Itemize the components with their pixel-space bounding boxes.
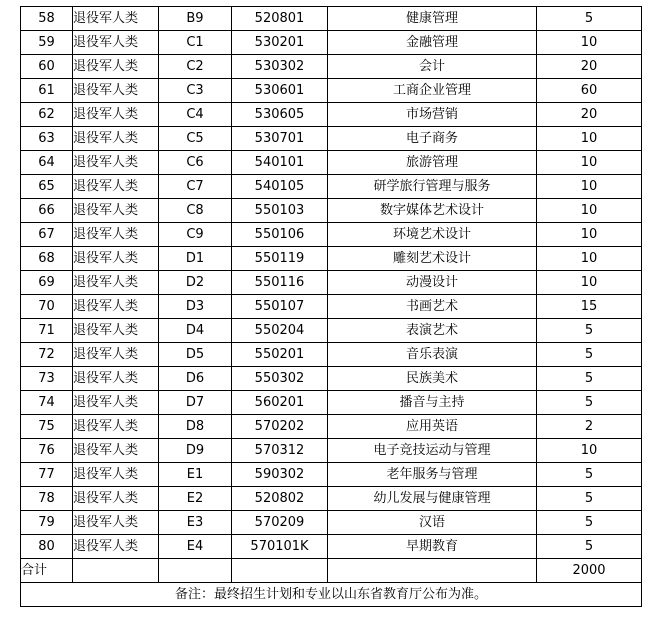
table-row <box>21 463 642 487</box>
row-major-name: 电子竞技运动与管理 <box>328 439 537 463</box>
row-code: C8 <box>159 199 232 223</box>
table-row <box>21 391 642 415</box>
row-code: D7 <box>159 391 232 415</box>
total-plan-count: 2000 <box>537 559 642 583</box>
table-row <box>21 31 642 55</box>
total-empty-cell <box>328 559 537 583</box>
table-row <box>21 127 642 151</box>
row-category: 退役军人类 <box>73 199 159 223</box>
row-number: 76 <box>21 439 73 463</box>
row-plan-count: 10 <box>537 175 642 199</box>
row-number: 72 <box>21 343 73 367</box>
row-plan-count: 10 <box>537 31 642 55</box>
row-code: D4 <box>159 319 232 343</box>
row-code: E1 <box>159 463 232 487</box>
row-major-code: 530601 <box>232 79 328 103</box>
row-major-code: 530605 <box>232 103 328 127</box>
row-plan-count: 5 <box>537 463 642 487</box>
row-category: 退役军人类 <box>73 343 159 367</box>
table-row <box>21 487 642 511</box>
row-plan-count: 5 <box>537 319 642 343</box>
row-major-code: 550116 <box>232 271 328 295</box>
row-major-code: 570312 <box>232 439 328 463</box>
row-plan-count: 5 <box>537 7 642 31</box>
row-major-code: 570101K <box>232 535 328 559</box>
row-major-code: 570202 <box>232 415 328 439</box>
row-code: E2 <box>159 487 232 511</box>
row-number: 64 <box>21 151 73 175</box>
row-category: 退役军人类 <box>73 487 159 511</box>
row-major-code: 590302 <box>232 463 328 487</box>
row-number: 80 <box>21 535 73 559</box>
row-plan-count: 5 <box>537 511 642 535</box>
row-major-name: 金融管理 <box>328 31 537 55</box>
row-number: 58 <box>21 7 73 31</box>
row-category: 退役军人类 <box>73 103 159 127</box>
row-code: D3 <box>159 295 232 319</box>
row-major-code: 550106 <box>232 223 328 247</box>
row-category: 退役军人类 <box>73 79 159 103</box>
row-plan-count: 10 <box>537 199 642 223</box>
row-code: C6 <box>159 151 232 175</box>
row-code: D6 <box>159 367 232 391</box>
row-code: B9 <box>159 7 232 31</box>
row-major-name: 音乐表演 <box>328 343 537 367</box>
row-number: 61 <box>21 79 73 103</box>
row-category: 退役军人类 <box>73 55 159 79</box>
row-number: 59 <box>21 31 73 55</box>
total-empty-cell <box>232 559 328 583</box>
table-row <box>21 415 642 439</box>
row-plan-count: 60 <box>537 79 642 103</box>
table-row <box>21 79 642 103</box>
total-label: 合计 <box>21 559 73 583</box>
row-category: 退役军人类 <box>73 367 159 391</box>
row-code: D8 <box>159 415 232 439</box>
total-empty-cell <box>73 559 159 583</box>
table-row <box>21 439 642 463</box>
table-row <box>21 271 642 295</box>
row-major-name: 数字媒体艺术设计 <box>328 199 537 223</box>
row-major-name: 健康管理 <box>328 7 537 31</box>
row-code: E4 <box>159 535 232 559</box>
row-code: D1 <box>159 247 232 271</box>
row-major-code: 550204 <box>232 319 328 343</box>
table-row <box>21 151 642 175</box>
row-category: 退役军人类 <box>73 175 159 199</box>
row-major-name: 研学旅行管理与服务 <box>328 175 537 199</box>
row-code: D9 <box>159 439 232 463</box>
row-number: 79 <box>21 511 73 535</box>
row-major-code: 540105 <box>232 175 328 199</box>
note-row <box>21 583 642 607</box>
row-major-name: 汉语 <box>328 511 537 535</box>
row-major-code: 530201 <box>232 31 328 55</box>
table-row <box>21 55 642 79</box>
table-row <box>21 175 642 199</box>
row-plan-count: 5 <box>537 367 642 391</box>
row-major-code: 520801 <box>232 7 328 31</box>
row-number: 63 <box>21 127 73 151</box>
row-category: 退役军人类 <box>73 511 159 535</box>
note-text: 备注：最终招生计划和专业以山东省教育厅公布为准。 <box>21 583 642 607</box>
row-number: 68 <box>21 247 73 271</box>
table-row <box>21 7 642 31</box>
row-code: C7 <box>159 175 232 199</box>
enrollment-plan-table <box>20 6 642 607</box>
row-number: 74 <box>21 391 73 415</box>
row-category: 退役军人类 <box>73 127 159 151</box>
row-major-code: 550302 <box>232 367 328 391</box>
row-code: C3 <box>159 79 232 103</box>
row-number: 62 <box>21 103 73 127</box>
row-major-name: 雕刻艺术设计 <box>328 247 537 271</box>
row-category: 退役军人类 <box>73 271 159 295</box>
row-code: C2 <box>159 55 232 79</box>
row-major-name: 早期教育 <box>328 535 537 559</box>
row-code: C5 <box>159 127 232 151</box>
row-plan-count: 10 <box>537 271 642 295</box>
row-major-name: 应用英语 <box>328 415 537 439</box>
row-major-name: 幼儿发展与健康管理 <box>328 487 537 511</box>
row-major-code: 550119 <box>232 247 328 271</box>
table-row <box>21 367 642 391</box>
row-number: 77 <box>21 463 73 487</box>
row-number: 71 <box>21 319 73 343</box>
row-major-name: 表演艺术 <box>328 319 537 343</box>
row-number: 75 <box>21 415 73 439</box>
row-plan-count: 10 <box>537 151 642 175</box>
row-major-name: 会计 <box>328 55 537 79</box>
row-number: 78 <box>21 487 73 511</box>
row-major-name: 环境艺术设计 <box>328 223 537 247</box>
row-major-code: 550107 <box>232 295 328 319</box>
row-category: 退役军人类 <box>73 319 159 343</box>
row-plan-count: 5 <box>537 391 642 415</box>
row-category: 退役军人类 <box>73 391 159 415</box>
row-major-name: 市场营销 <box>328 103 537 127</box>
row-major-name: 工商企业管理 <box>328 79 537 103</box>
row-code: D2 <box>159 271 232 295</box>
row-category: 退役军人类 <box>73 7 159 31</box>
row-number: 70 <box>21 295 73 319</box>
row-plan-count: 5 <box>537 487 642 511</box>
row-number: 67 <box>21 223 73 247</box>
row-category: 退役军人类 <box>73 535 159 559</box>
table-row <box>21 295 642 319</box>
table-row <box>21 511 642 535</box>
row-major-name: 旅游管理 <box>328 151 537 175</box>
table-body <box>21 7 642 607</box>
row-number: 73 <box>21 367 73 391</box>
row-category: 退役军人类 <box>73 223 159 247</box>
row-plan-count: 5 <box>537 343 642 367</box>
row-major-name: 播音与主持 <box>328 391 537 415</box>
row-number: 66 <box>21 199 73 223</box>
row-major-name: 民族美术 <box>328 367 537 391</box>
table-row <box>21 103 642 127</box>
row-major-name: 电子商务 <box>328 127 537 151</box>
row-code: C1 <box>159 31 232 55</box>
row-plan-count: 5 <box>537 535 642 559</box>
table-row <box>21 343 642 367</box>
row-code: D5 <box>159 343 232 367</box>
enrollment-plan-sheet <box>20 6 642 607</box>
table-row <box>21 535 642 559</box>
row-major-code: 520802 <box>232 487 328 511</box>
row-plan-count: 15 <box>537 295 642 319</box>
row-plan-count: 2 <box>537 415 642 439</box>
row-category: 退役军人类 <box>73 31 159 55</box>
row-major-code: 550201 <box>232 343 328 367</box>
table-row <box>21 223 642 247</box>
row-number: 60 <box>21 55 73 79</box>
row-plan-count: 10 <box>537 247 642 271</box>
table-row <box>21 247 642 271</box>
row-category: 退役军人类 <box>73 415 159 439</box>
total-empty-cell <box>159 559 232 583</box>
row-plan-count: 10 <box>537 223 642 247</box>
table-row <box>21 319 642 343</box>
row-major-code: 540101 <box>232 151 328 175</box>
total-row <box>21 559 642 583</box>
row-major-code: 560201 <box>232 391 328 415</box>
row-major-code: 550103 <box>232 199 328 223</box>
row-major-code: 530701 <box>232 127 328 151</box>
row-category: 退役军人类 <box>73 247 159 271</box>
row-number: 69 <box>21 271 73 295</box>
row-plan-count: 20 <box>537 55 642 79</box>
row-code: E3 <box>159 511 232 535</box>
row-major-code: 570209 <box>232 511 328 535</box>
row-plan-count: 10 <box>537 127 642 151</box>
row-category: 退役军人类 <box>73 463 159 487</box>
row-major-code: 530302 <box>232 55 328 79</box>
row-category: 退役军人类 <box>73 151 159 175</box>
row-code: C9 <box>159 223 232 247</box>
row-major-name: 动漫设计 <box>328 271 537 295</box>
row-plan-count: 10 <box>537 439 642 463</box>
row-category: 退役军人类 <box>73 295 159 319</box>
row-major-name: 老年服务与管理 <box>328 463 537 487</box>
row-plan-count: 20 <box>537 103 642 127</box>
row-major-name: 书画艺术 <box>328 295 537 319</box>
row-code: C4 <box>159 103 232 127</box>
row-number: 65 <box>21 175 73 199</box>
row-category: 退役军人类 <box>73 439 159 463</box>
table-row <box>21 199 642 223</box>
